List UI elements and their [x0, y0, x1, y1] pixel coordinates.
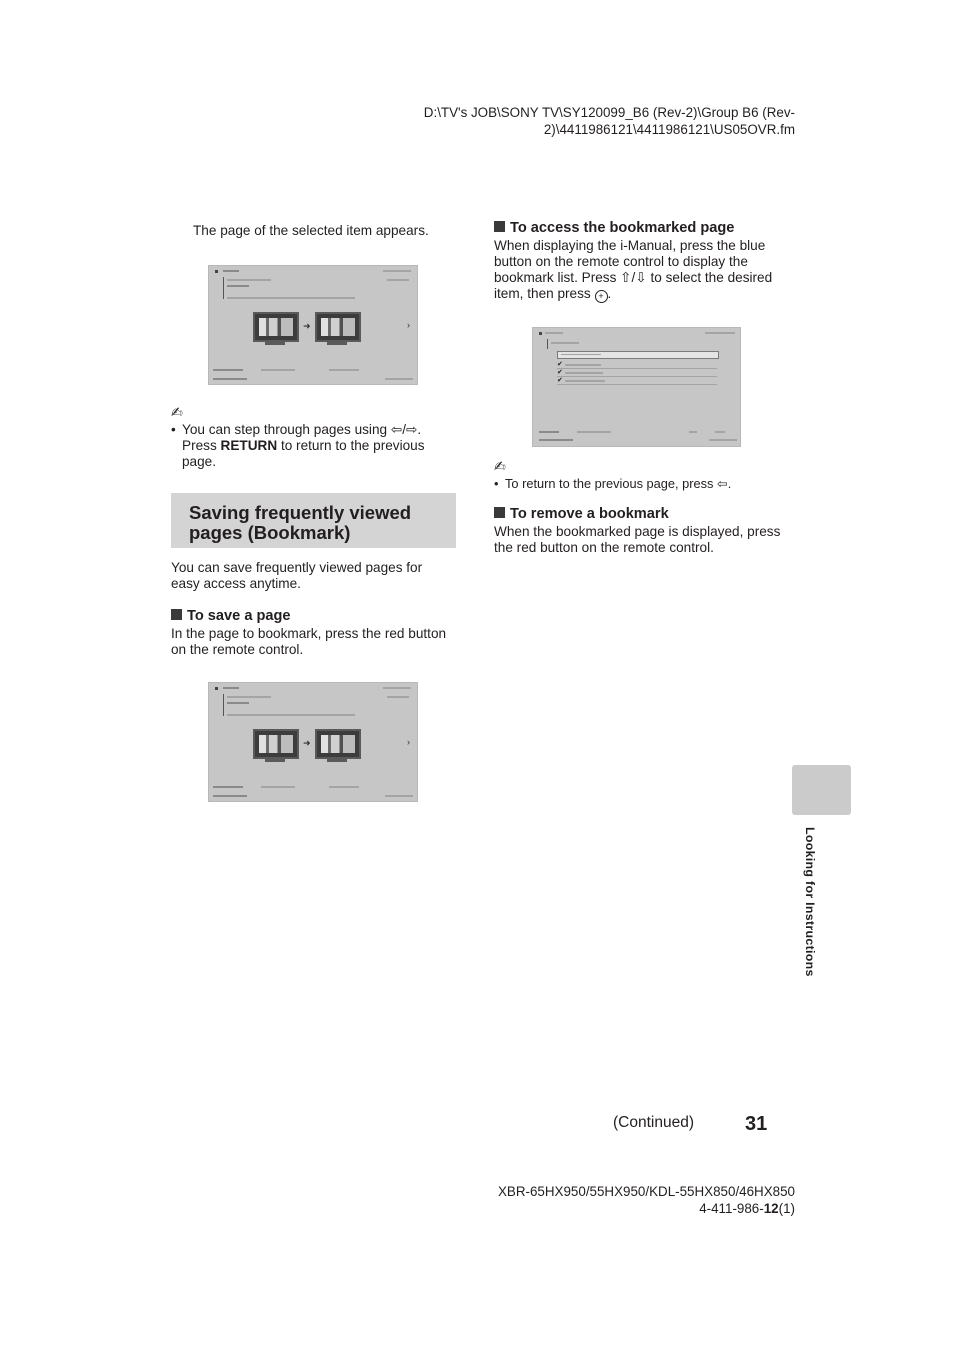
file-path-line-2: 2)\4411986121\4411986121\US05OVR.fm: [543, 122, 795, 137]
imanual-page-screenshot: [208, 265, 418, 385]
note-return-text-part-1: To return to the previous page, press: [505, 476, 717, 491]
access-bookmark-heading: [494, 219, 784, 237]
bookmark-list-screenshot: [532, 327, 741, 447]
save-page-heading-text: To save a page: [187, 608, 291, 624]
square-bullet-icon: [171, 609, 182, 620]
note-list-step-pages: [171, 422, 443, 470]
arrow-right-icon: ➜: [303, 321, 311, 331]
file-path-header: [375, 104, 795, 138]
section-intro: You can save frequently viewed pages for easy access anytime.: [171, 560, 423, 591]
section-heading-band: [171, 493, 456, 548]
access-bookmark-text: [494, 238, 782, 303]
square-bullet-icon: [494, 507, 505, 518]
remove-bookmark-heading-text: To remove a bookmark: [510, 506, 669, 522]
left-arrow-icon: ⇦: [716, 476, 728, 491]
access-bookmark-heading-text: To access the bookmarked page: [510, 220, 735, 236]
file-path-line-1: D:\TV's JOB\SONY TV\SY120099_B6 (Rev-2)\Group B6 (Rev-: [423, 105, 795, 120]
document-code: [375, 1200, 795, 1217]
section-title: Saving frequently viewed pages (Bookmark): [189, 502, 412, 543]
document-code-suffix: (1): [778, 1201, 795, 1216]
imanual-page-screenshot-2: [208, 682, 418, 802]
note-return-text-part-2: .: [727, 476, 732, 491]
access-text-part-2: to select the desired item, then press: [494, 270, 773, 301]
check-icon: ✔: [557, 369, 563, 376]
note-list-return: [494, 476, 784, 492]
note-text-part-1: You can step through pages using: [182, 422, 391, 437]
remove-bookmark-heading: [494, 505, 784, 523]
access-text-part-3: .: [607, 286, 612, 301]
continued-label: (Continued): [613, 1114, 694, 1131]
up-down-arrows-icon: ⇧/⇩: [620, 270, 647, 285]
note-text-part-2: . Press: [182, 422, 422, 453]
note-item-step-pages: [171, 422, 443, 470]
access-text-part-1: When displaying the i-Manual, press the blue button on the remote control to display the bookmark list. Press: [494, 238, 766, 285]
remove-bookmark-text: When the bookmarked page is displayed, press the red button on the remote control.: [494, 524, 781, 555]
pencil-note-icon: ✍: [494, 458, 506, 474]
next-page-icon: ›: [407, 737, 410, 747]
check-icon: ✔: [557, 377, 563, 384]
chapter-side-tab: [792, 765, 851, 815]
model-numbers: XBR-65HX950/55HX950/KDL-55HX850/46HX850: [497, 1184, 795, 1199]
document-code-prefix: 4-411-986-: [699, 1201, 764, 1216]
next-page-icon: ›: [407, 320, 410, 330]
arrow-right-icon: ➜: [303, 738, 311, 748]
pencil-note-icon: ✍: [171, 404, 183, 420]
left-right-arrows-icon: ⇦/⇨: [390, 422, 418, 437]
chapter-side-label: Looking for Instructions: [803, 827, 817, 977]
intro-text: The page of the selected item appears.: [193, 223, 429, 238]
page-number: 31: [745, 1113, 768, 1135]
save-page-text: In the page to bookmark, press the red button on the remote control.: [171, 626, 447, 657]
model-footer: [375, 1183, 795, 1217]
enter-button-icon: +: [595, 290, 608, 303]
note-item-return: [494, 476, 784, 492]
save-page-heading: [171, 607, 451, 625]
check-icon: ✔: [557, 361, 563, 368]
document-code-bold: 12: [763, 1201, 779, 1216]
note-text-part-3: to return to the previous page.: [182, 438, 425, 469]
square-bullet-icon: [494, 221, 505, 232]
return-button-label: RETURN: [220, 438, 278, 453]
